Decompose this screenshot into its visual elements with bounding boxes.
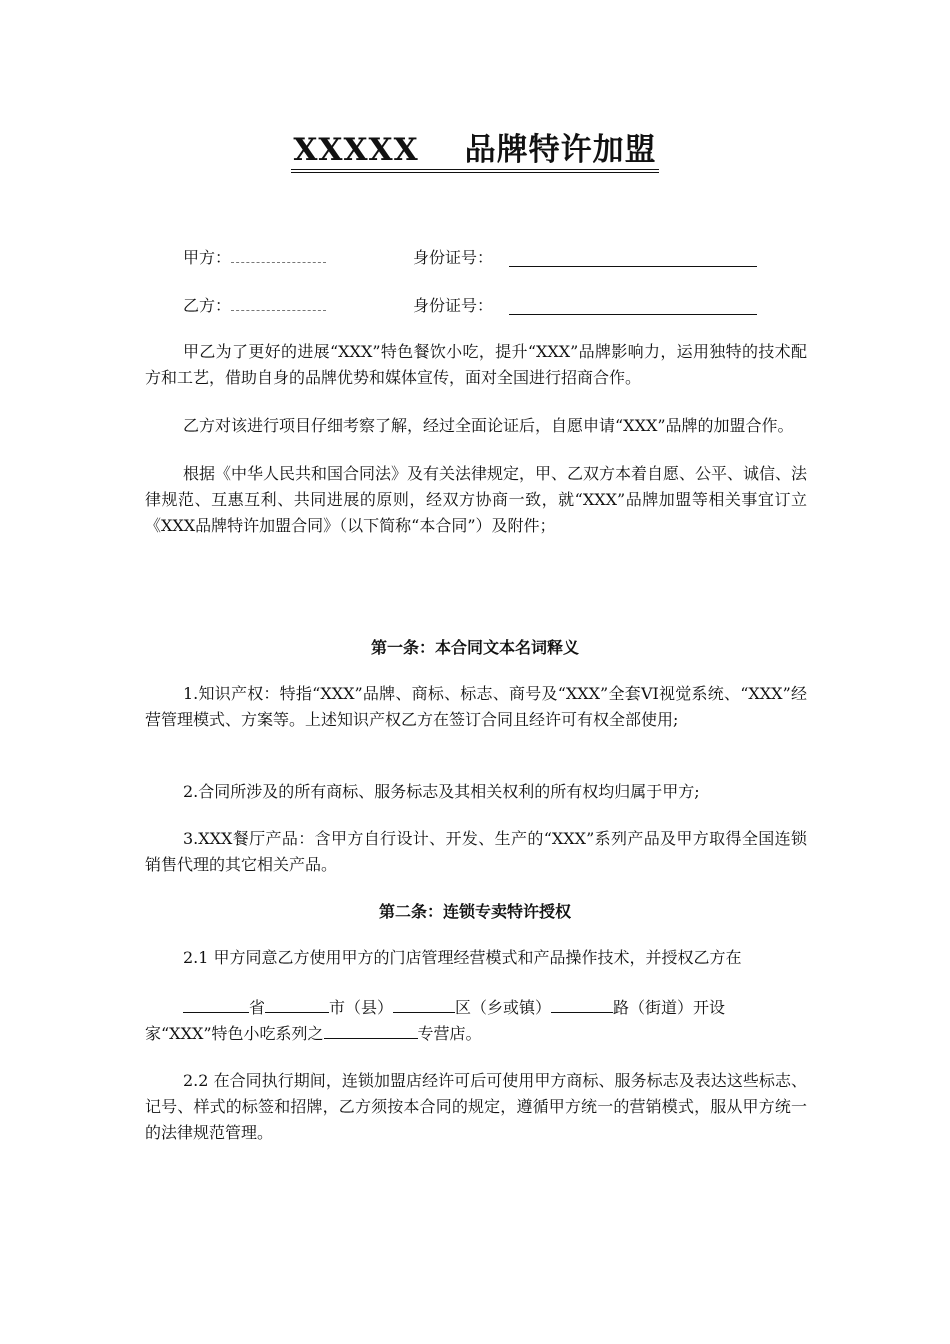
intro-paragraph-3: 根据《中华人民共和国合同法》及有关法律规定，甲、乙双方本着自愿、公平、诚信、法律规范、互惠互利、共同进展的原则，经双方协商一致，就“XXX”品牌加盟等相关事宜订立《XXX品牌特许加盟合同》（以下简称“本合同”）及附件；: [145, 464, 808, 535]
article-2-item-1: 2.1 甲方同意乙方使用甲方的门店管理经营模式和产品操作技术，并授权乙方在: [183, 948, 742, 967]
party-b-label: 乙方：: [183, 296, 232, 315]
article-1-item-3: 3.XXX餐厅产品：含甲方自行设计、开发、生产的“XXX”系列产品及甲方取得全国连锁销售代理的其它相关产品。: [145, 829, 807, 874]
road-blank[interactable]: [551, 994, 613, 1013]
district-blank[interactable]: [393, 994, 455, 1013]
city-label: 市（县）: [329, 998, 394, 1017]
party-a-blank[interactable]: [231, 246, 326, 263]
location-fill-line: [183, 994, 809, 1021]
title-underlined: [291, 131, 658, 173]
article-2-item-2: 2.2 在合同执行期间，连锁加盟店经许可后可使用甲方商标、服务标志及表达这些标志、记号、样式的标签和招牌，乙方须按本合同的规定，遵循甲方统一的营销模式，服从甲方统一的法律规范管理。: [145, 1071, 807, 1142]
party-a-row: [183, 246, 494, 270]
party-a-id-label: 身份证号：: [413, 248, 494, 267]
intro-paragraph-1: 甲乙为了更好的进展“XXX”特色餐饮小吃，提升“XXX”品牌影响力，运用独特的技术配方和工艺，借助自身的品牌优势和媒体宣传，面对全国进行招商合作。: [145, 342, 807, 387]
party-a-id-blank[interactable]: [509, 246, 757, 267]
party-b-row: [183, 294, 494, 318]
party-a-label: 甲方：: [183, 248, 232, 267]
province-blank[interactable]: [183, 994, 249, 1013]
title-main: 品牌特许加盟: [464, 132, 657, 168]
article-2-heading: 第二条：连锁专卖特许授权: [378, 902, 571, 921]
road-label: 路（街道）开设: [613, 998, 726, 1017]
store-prefix: 家“XXX”特色小吃系列之: [145, 1024, 324, 1043]
store-name-blank[interactable]: [324, 1020, 418, 1039]
article-1-item-1: 1.知识产权：特指“XXX”品牌、商标、标志、商号及“XXX”全套VI视觉系统、“XXX”经营管理模式、方案等。上述知识产权乙方在签订合同且经许可有权全部使用;: [145, 684, 807, 729]
title-prefix: XXXXX: [293, 132, 419, 168]
party-b-blank[interactable]: [231, 294, 326, 311]
store-suffix: 专营店。: [417, 1024, 482, 1043]
district-label: 区（乡或镇）: [455, 998, 552, 1017]
city-blank[interactable]: [265, 994, 329, 1013]
document-title: [0, 128, 950, 173]
article-1-heading: 第一条：本合同文本名词释义: [370, 638, 579, 657]
province-label: 省: [249, 998, 266, 1017]
party-b-id-blank[interactable]: [509, 294, 757, 315]
store-fill-line: [145, 1020, 771, 1047]
party-b-id-label: 身份证号：: [413, 296, 494, 315]
article-1-item-2: 2.合同所涉及的所有商标、服务标志及其相关权利的所有权均归属于甲方;: [183, 782, 700, 801]
intro-paragraph-2: 乙方对该进行项目仔细考察了解，经过全面论证后，自愿申请“XXX”品牌的加盟合作。: [183, 416, 794, 435]
